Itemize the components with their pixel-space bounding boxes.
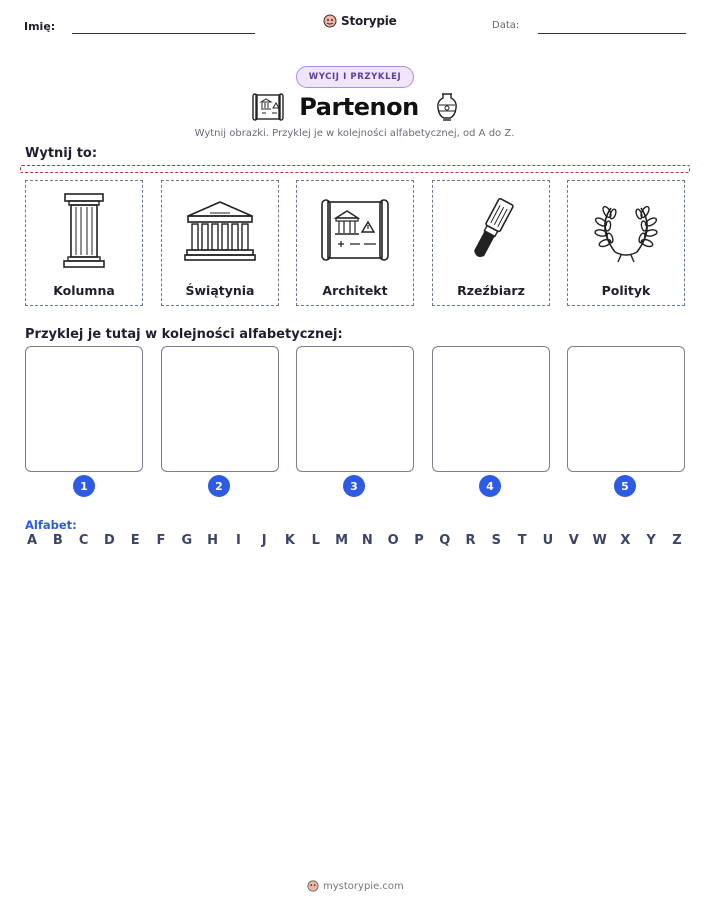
- alphabet-title: Alfabet:: [25, 518, 77, 532]
- alphabet-row: [25, 533, 684, 548]
- activity-badge: WYCIJ I PRZYKLEJ: [296, 66, 414, 88]
- cut-heading: Wytnij to:: [25, 146, 98, 161]
- paste-slot-1[interactable]: [25, 346, 143, 472]
- alphabet-letter: O: [387, 533, 399, 548]
- cut-dashed-line: [20, 165, 690, 173]
- storypie-mascot-icon: [307, 880, 319, 892]
- page-title: Partenon: [299, 93, 419, 121]
- date-line: [538, 33, 686, 34]
- blueprint-icon: [320, 196, 390, 266]
- alphabet-letter: M: [335, 533, 349, 548]
- column-icon: [59, 192, 109, 270]
- paste-slot-3[interactable]: [296, 346, 414, 472]
- greek-vase-icon: [434, 92, 460, 122]
- footer: [307, 880, 404, 892]
- date-label: Data:: [492, 20, 520, 31]
- slot-number-badge: 3: [343, 475, 365, 497]
- paste-slot-4[interactable]: [432, 346, 550, 472]
- slot-number-badge: 4: [479, 475, 501, 497]
- slot-number-badge: 5: [614, 475, 636, 497]
- alphabet-letter: D: [103, 533, 115, 548]
- cut-card-kolumna[interactable]: [25, 180, 143, 306]
- card-label: Świątynia: [185, 283, 255, 298]
- alphabet-letter: K: [284, 533, 295, 548]
- alphabet-letter: F: [156, 533, 166, 548]
- cut-card-architekt[interactable]: [296, 180, 414, 306]
- laurel-wreath-icon: [591, 198, 661, 264]
- brand-name: Storypie: [341, 14, 397, 28]
- scroll-blueprint-icon: [252, 92, 284, 122]
- alphabet-letter: T: [517, 533, 527, 548]
- slot-number-badge: 2: [208, 475, 230, 497]
- alphabet-letter: I: [235, 533, 241, 548]
- slot-number-badge: 1: [73, 475, 95, 497]
- alphabet-letter: A: [26, 533, 38, 548]
- name-label: Imię:: [24, 20, 56, 33]
- temple-icon: [184, 200, 256, 262]
- chisel-icon: [461, 196, 521, 266]
- cut-card-swiatynia[interactable]: [161, 180, 279, 306]
- title-row: [252, 90, 460, 124]
- alphabet-letter: B: [52, 533, 63, 548]
- footer-url: mystorypie.com: [323, 880, 404, 892]
- alphabet-letter: H: [207, 533, 219, 548]
- alphabet-letter: L: [311, 533, 320, 548]
- alphabet-letter: G: [181, 533, 193, 548]
- alphabet-letter: X: [620, 533, 631, 548]
- alphabet-letter: J: [261, 533, 267, 548]
- card-label: Polityk: [601, 283, 651, 298]
- storypie-mascot-icon: [323, 14, 337, 28]
- brand-logo: [323, 14, 397, 28]
- alphabet-letter: E: [130, 533, 140, 548]
- alphabet-letter: V: [568, 533, 579, 548]
- paste-heading: Przyklej je tutaj w kolejności alfabetycznej:: [25, 327, 343, 342]
- paste-slot-2[interactable]: [161, 346, 279, 472]
- paste-slot-5[interactable]: [567, 346, 685, 472]
- instructions: Wytnij obrazki. Przyklej je w kolejności alfabetycznej, od A do Z.: [194, 128, 515, 139]
- alphabet-letter: P: [414, 533, 424, 548]
- alphabet-letter: U: [542, 533, 554, 548]
- card-label: Kolumna: [53, 283, 115, 298]
- alphabet-letter: N: [361, 533, 373, 548]
- alphabet-letter: S: [491, 533, 502, 548]
- alphabet-letter: W: [592, 533, 607, 548]
- alphabet-letter: Y: [646, 533, 656, 548]
- card-label: Architekt: [322, 283, 388, 298]
- alphabet-letter: R: [465, 533, 476, 548]
- alphabet-letter: C: [78, 533, 89, 548]
- cut-card-polityk[interactable]: [567, 180, 685, 306]
- card-label: Rzeźbiarz: [457, 283, 525, 298]
- cut-card-rzezbiarz[interactable]: [432, 180, 550, 306]
- alphabet-letter: Q: [439, 533, 451, 548]
- alphabet-letter: Z: [672, 533, 682, 548]
- name-line: [72, 33, 255, 34]
